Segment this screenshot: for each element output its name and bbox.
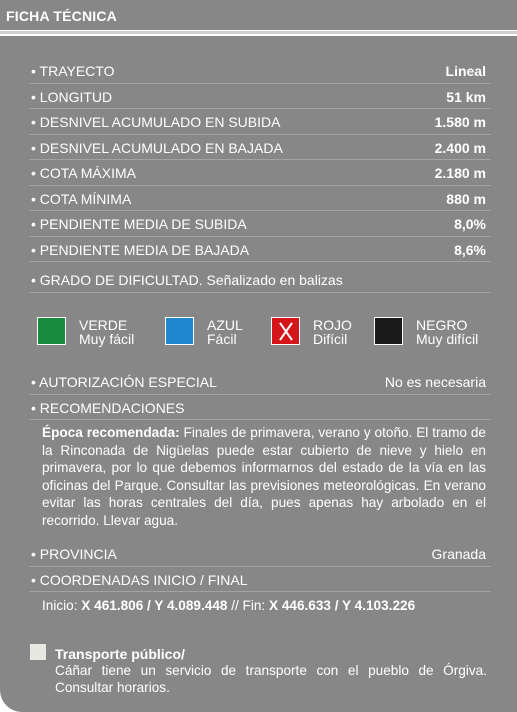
spec-value: 8,0% (454, 216, 486, 232)
spec-label: • DESNIVEL ACUMULADO EN BAJADA (31, 139, 283, 156)
spec-label: • DESNIVEL ACUMULADO EN SUBIDA (31, 114, 281, 130)
spec-label: • PENDIENTE MEDIA DE BAJADA (31, 241, 250, 258)
transport-square-icon (30, 644, 46, 660)
coordinates-separator: // Fin: (227, 598, 269, 613)
spec-label: • TRAYECTO (31, 63, 115, 79)
level-name: ROJO (313, 317, 352, 333)
level-desc: Muy difícil (416, 331, 479, 347)
coordinates-values (42, 598, 415, 613)
coordinates-start-value: X 461.806 / Y 4.089.448 (81, 598, 228, 613)
specs-list (29, 58, 491, 262)
header-bar (0, 0, 517, 30)
location-section (29, 541, 491, 592)
spec-value: 51 km (446, 88, 486, 105)
header-title: FICHA TÉCNICA (6, 8, 117, 24)
spec-value: 2.180 m (434, 165, 486, 181)
authorization-row (29, 369, 491, 395)
header-divider (0, 31, 517, 34)
recommendations-label: • RECOMENDACIONES (31, 399, 185, 416)
spec-row-longitud (29, 84, 491, 110)
spec-row-pendiente-subida (29, 211, 491, 237)
level-desc: Muy fácil (79, 331, 135, 347)
spec-row-trayecto (29, 58, 491, 84)
coordinates-label: • COORDENADAS INICIO / FINAL (31, 571, 248, 588)
black-swatch-icon (374, 317, 403, 345)
province-row (29, 541, 491, 567)
province-label: • PROVINCIA (31, 546, 117, 562)
spec-value: 1.580 m (434, 114, 486, 130)
spec-label: • PENDIENTE MEDIA DE SUBIDA (31, 216, 247, 232)
spec-row-desnivel-bajada (29, 135, 491, 161)
red-x-swatch-icon (271, 317, 300, 345)
spec-label: • COTA MÁXIMA (31, 165, 136, 181)
spec-value: 880 m (446, 190, 486, 207)
recommendations-body: Finales de primavera, verano y otoño. El tramo de la Rinconada de Nigüelas puede estar cubierto de nieve y hielo en primavera, por lo que debemos informarnos del estado de la vía en las oficinas del Parque. Consultar las previsiones meteorológicas. En verano evitar las horas centrales del día, pues apenas hay arbolado en el recorrido. Llevar agua. (42, 425, 486, 528)
level-desc: Fácil (207, 331, 237, 347)
spec-label: • LONGITUD (31, 88, 113, 105)
coordinates-start-label: Inicio: (42, 598, 82, 613)
difficulty-row (29, 267, 491, 293)
spec-row-cota-minima (29, 186, 491, 212)
difficulty-legend (37, 317, 497, 349)
transport-title: Transporte público/ (55, 646, 185, 662)
recommendations-lead: Época recomendada: (42, 425, 180, 440)
difficulty-label: • GRADO DE DIFICULTAD. Señalizado en balizas (31, 272, 343, 288)
authorization-section (29, 369, 491, 420)
blue-swatch-icon (165, 317, 194, 345)
spec-row-cota-maxima (29, 160, 491, 186)
coordinates-end-value: X 446.633 / Y 4.103.226 (268, 598, 416, 613)
province-value: Granada (431, 546, 486, 562)
recommendations-text (42, 424, 486, 529)
transport-text: Cáñar tiene un servicio de transporte con el pueblo de Órgiva. Consultar horarios. (55, 663, 487, 695)
level-name: AZUL (207, 317, 243, 333)
spec-row-pendiente-bajada (29, 237, 491, 263)
authorization-value: No es necesaria (384, 374, 486, 390)
level-name: VERDE (79, 317, 128, 333)
level-desc: Difícil (313, 331, 348, 347)
spec-value: Lineal (445, 63, 486, 79)
spec-value: 8,6% (454, 241, 486, 258)
spec-label: • COTA MÍNIMA (31, 190, 132, 207)
recommendations-row (29, 395, 491, 421)
coordinates-row (29, 567, 491, 593)
spec-value: 2.400 m (434, 139, 486, 156)
level-name: NEGRO (416, 317, 468, 333)
green-swatch-icon (37, 317, 66, 345)
spec-row-desnivel-subida (29, 109, 491, 135)
authorization-label: • AUTORIZACIÓN ESPECIAL (31, 374, 217, 390)
